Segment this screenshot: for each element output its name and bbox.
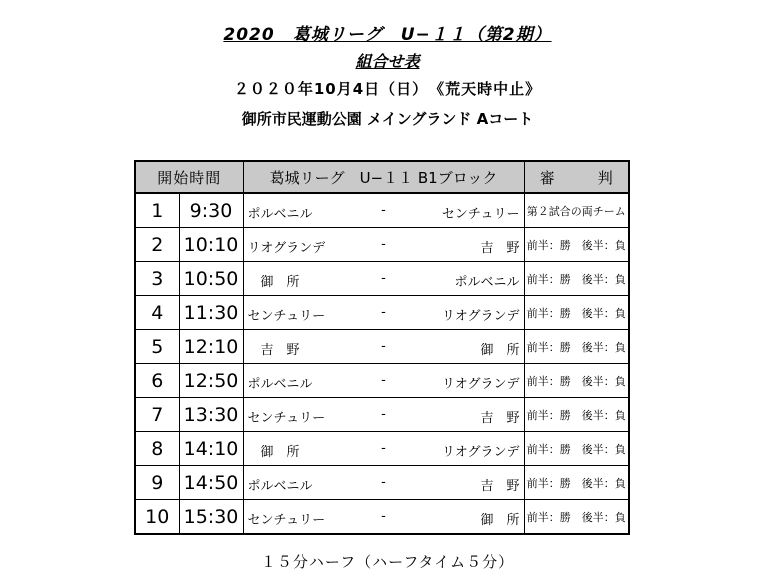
home-team: 吉 野 (247, 343, 300, 358)
match-number: 4 (135, 296, 179, 330)
table-row (135, 398, 629, 432)
away-team: 御 所 (480, 343, 520, 358)
referee-cell: 前半：勝 後半：負 (524, 262, 629, 296)
match-separator: - (381, 441, 386, 456)
match-cell (243, 432, 524, 466)
match-number: 7 (135, 398, 179, 432)
table-row (135, 193, 629, 228)
match-separator: - (381, 237, 386, 252)
match-separator: - (381, 305, 386, 320)
away-team: ポルベニル (454, 275, 520, 290)
away-team: 吉 野 (480, 479, 520, 494)
match-separator: - (381, 373, 386, 388)
match-number: 9 (135, 466, 179, 500)
start-time: 15:30 (179, 500, 243, 535)
column-header-referee: 審 判 (524, 161, 629, 193)
away-team: 吉 野 (480, 411, 520, 426)
start-time: 12:10 (179, 330, 243, 364)
home-team: ポルベニル (247, 377, 313, 392)
match-number: 10 (135, 500, 179, 535)
match-separator: - (381, 509, 386, 524)
referee-cell: 前半：勝 後半：負 (524, 228, 629, 262)
schedule-table (134, 160, 630, 535)
match-cell (243, 466, 524, 500)
venue-line: 御所市民運動公園 メイングランド Aコート (241, 110, 534, 128)
start-time: 14:10 (179, 432, 243, 466)
away-team: 御 所 (480, 513, 520, 528)
match-number: 5 (135, 330, 179, 364)
match-cell (243, 500, 524, 535)
match-cell (243, 262, 524, 296)
home-team: センチュリー (247, 309, 326, 324)
match-separator: - (381, 339, 386, 354)
away-team: 吉 野 (480, 241, 520, 256)
match-number: 2 (135, 228, 179, 262)
referee-cell: 前半：勝 後半：負 (524, 296, 629, 330)
match-cell (243, 296, 524, 330)
date-line: ２０２０年10月4日（日） 《荒天時中止》 (233, 80, 542, 98)
home-team: 御 所 (247, 445, 300, 460)
referee-cell: 第２試合の両チーム (524, 193, 629, 228)
match-number: 3 (135, 262, 179, 296)
start-time: 10:10 (179, 228, 243, 262)
table-row (135, 330, 629, 364)
match-cell (243, 193, 524, 228)
start-time: 10:50 (179, 262, 243, 296)
table-header-row (135, 161, 629, 193)
match-separator: - (381, 203, 386, 218)
home-team: センチュリー (247, 411, 326, 426)
table-row (135, 466, 629, 500)
start-time: 11:30 (179, 296, 243, 330)
table-row (135, 432, 629, 466)
start-time: 9:30 (179, 193, 243, 228)
page-subtitle: 組合せ表 (355, 52, 420, 71)
start-time: 12:50 (179, 364, 243, 398)
match-separator: - (381, 407, 386, 422)
match-cell (243, 364, 524, 398)
home-team: ポルベニル (247, 207, 313, 222)
referee-cell: 前半：勝 後半：負 (524, 466, 629, 500)
away-team: センチュリー (441, 207, 520, 222)
column-header-league: 葛城リーグ U−１１ B1ブロック (243, 161, 524, 193)
referee-cell: 前半：勝 後半：負 (524, 364, 629, 398)
match-separator: - (381, 475, 386, 490)
referee-cell: 前半：勝 後半：負 (524, 398, 629, 432)
match-cell (243, 398, 524, 432)
match-cell (243, 228, 524, 262)
footer-note: １５分ハーフ（ハーフタイム５分） (260, 553, 515, 571)
away-team: リオグランデ (441, 445, 520, 460)
home-team: リオグランデ (247, 241, 326, 256)
start-time: 13:30 (179, 398, 243, 432)
home-team: ポルベニル (247, 479, 313, 494)
match-number: 8 (135, 432, 179, 466)
referee-cell: 前半：勝 後半：負 (524, 500, 629, 535)
match-cell (243, 330, 524, 364)
match-number: 6 (135, 364, 179, 398)
referee-cell: 前半：勝 後半：負 (524, 330, 629, 364)
away-team: リオグランデ (441, 309, 520, 324)
match-number: 1 (135, 193, 179, 228)
table-row (135, 228, 629, 262)
table-row (135, 500, 629, 535)
start-time: 14:50 (179, 466, 243, 500)
table-row (135, 262, 629, 296)
referee-cell: 前半：勝 後半：負 (524, 432, 629, 466)
away-team: リオグランデ (441, 377, 520, 392)
home-team: 御 所 (247, 275, 300, 290)
column-header-start-time: 開始時間 (135, 161, 243, 193)
table-row (135, 296, 629, 330)
page-title: 2020 葛城リーグ U−１１（第2期） (223, 25, 552, 45)
table-row (135, 364, 629, 398)
match-separator: - (381, 271, 386, 286)
home-team: センチュリー (247, 513, 326, 528)
